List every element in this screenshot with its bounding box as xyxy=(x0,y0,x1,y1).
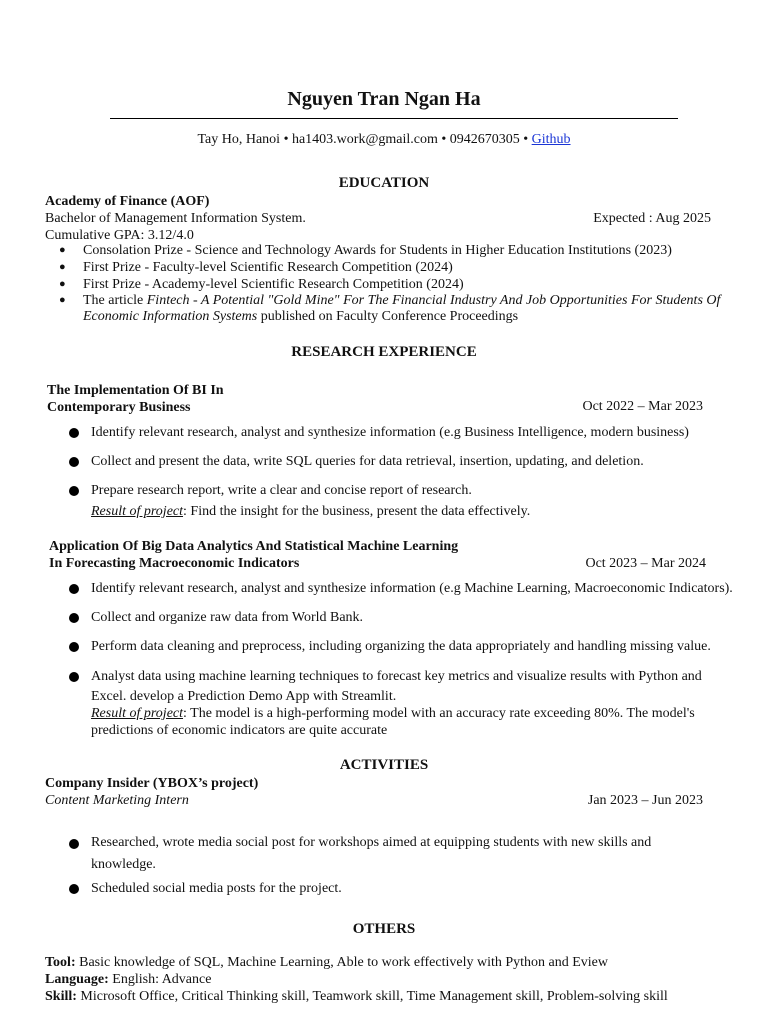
language-text: English: Advance xyxy=(108,972,212,987)
github-link[interactable]: Github xyxy=(531,132,571,147)
result-label: Result of project xyxy=(91,504,184,519)
project-bullet: Analyst data using machine learning techniques to forecast key metrics and visualize results with Python and xyxy=(91,669,702,684)
contact-text: Tay Ho, Hanoi • ha1403.work@gmail.com • 0942670305 • xyxy=(197,132,532,147)
project-dates: Oct 2022 – Mar 2023 xyxy=(582,399,703,414)
bullet-icon xyxy=(69,613,79,623)
skill-label: Skill: xyxy=(45,989,77,1004)
activity-bullet-cont: knowledge. xyxy=(91,857,156,872)
project-title: Application Of Big Data Analytics And Statistical Machine Learning xyxy=(49,539,459,554)
activity-role: Content Marketing Intern xyxy=(45,793,189,808)
bullet-icon xyxy=(69,884,79,894)
bullet-icon xyxy=(69,839,79,849)
article-title: Fintech - A Potential "Gold Mine" For The Financial Industry And Job Opportunities For Students Of xyxy=(146,293,721,308)
school-name: Academy of Finance (AOF) xyxy=(45,194,210,209)
skill-line xyxy=(45,988,668,1005)
result-text: : Find the insight for the business, present the data effectively. xyxy=(183,504,531,519)
article-line-1 xyxy=(83,292,720,309)
article-prefix: The article xyxy=(83,293,147,308)
bullet-icon xyxy=(69,428,79,438)
article-suffix: published on Faculty Conference Proceedings xyxy=(257,309,519,324)
project-bullet: Identify relevant research, analyst and synthesize information (e.g Business Intelligence, modern business) xyxy=(91,425,689,440)
award-item: First Prize - Academy-level Scientific Research Competition (2024) xyxy=(83,277,464,292)
language-line xyxy=(45,971,211,988)
others-heading: OTHERS xyxy=(352,921,416,937)
project-bullet: Prepare research report, write a clear and concise report of research. xyxy=(91,483,472,498)
project-result-cont: predictions of economic indicators are quite accurate xyxy=(91,723,388,738)
activity-bullet: Researched, wrote media social post for workshops aimed at equipping students with new skills and xyxy=(91,835,652,850)
expected-date: Expected : Aug 2025 xyxy=(593,211,711,226)
research-heading: RESEARCH EXPERIENCE xyxy=(291,344,477,360)
bullet-icon: ● xyxy=(59,244,66,256)
project-bullet: Collect and present the data, write SQL queries for data retrieval, insertion, updating, and deletion. xyxy=(91,454,644,469)
bullet-icon xyxy=(69,457,79,467)
award-item: First Prize - Faculty-level Scientific Research Competition (2024) xyxy=(83,260,453,275)
degree: Bachelor of Management Information System. xyxy=(45,211,306,226)
result-label: Result of project xyxy=(91,706,184,721)
bullet-icon: ● xyxy=(59,278,66,290)
resume-name: Nguyen Tran Ngan Ha xyxy=(287,88,481,110)
project-title-cont: Contemporary Business xyxy=(47,400,191,415)
bullet-icon xyxy=(69,642,79,652)
project-dates: Oct 2023 – Mar 2024 xyxy=(585,556,706,571)
activity-org: Company Insider (YBOX’s project) xyxy=(45,776,259,791)
tool-text: Basic knowledge of SQL, Machine Learning, Able to work effectively with Python and Eview xyxy=(75,955,609,970)
article-line-2 xyxy=(83,308,518,325)
bullet-icon: ● xyxy=(59,261,66,273)
bullet-icon: ● xyxy=(59,294,66,306)
bullet-icon xyxy=(69,486,79,496)
education-heading: EDUCATION xyxy=(338,175,430,191)
project-result xyxy=(91,503,530,520)
skill-text: Microsoft Office, Critical Thinking skill, Teamwork skill, Time Management skill, Problem-solving skill xyxy=(76,989,668,1004)
activity-dates: Jan 2023 – Jun 2023 xyxy=(587,793,703,808)
article-title-cont: Economic Information Systems xyxy=(83,309,258,324)
project-title: The Implementation Of BI In xyxy=(47,383,224,398)
contact-line xyxy=(0,131,768,148)
language-label: Language: xyxy=(45,972,109,987)
project-title-cont: In Forecasting Macroeconomic Indicators xyxy=(49,556,300,571)
project-bullet-cont: Excel. develop a Prediction Demo App with Streamlit. xyxy=(91,689,397,704)
header-divider xyxy=(110,118,678,119)
project-bullet: Identify relevant research, analyst and synthesize information (e.g Machine Learning, Macroeconomic Indicators). xyxy=(91,581,733,596)
result-text: : The model is a high-performing model with an accuracy rate exceeding 80%. The model's xyxy=(183,706,695,721)
activities-heading: ACTIVITIES xyxy=(339,757,429,773)
activity-bullet: Scheduled social media posts for the project. xyxy=(91,881,342,896)
gpa: Cumulative GPA: 3.12/4.0 xyxy=(45,228,194,243)
project-bullet: Perform data cleaning and preprocess, including organizing the data appropriately and handling missing value. xyxy=(91,639,711,654)
project-result xyxy=(91,705,695,722)
bullet-icon xyxy=(69,672,79,682)
project-bullet: Collect and organize raw data from World Bank. xyxy=(91,610,364,625)
tool-line xyxy=(45,954,608,971)
bullet-icon xyxy=(69,584,79,594)
award-item: Consolation Prize - Science and Technology Awards for Students in Higher Education Institutions (2023) xyxy=(83,243,672,258)
tool-label: Tool: xyxy=(45,955,76,970)
